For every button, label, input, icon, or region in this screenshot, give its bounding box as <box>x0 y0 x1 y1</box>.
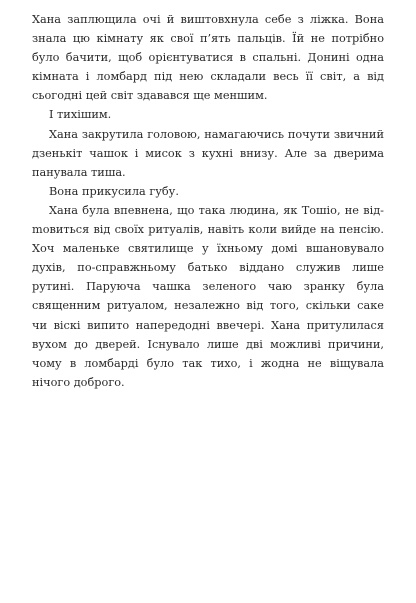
paragraph: Хана закрутила головою, намагаючись почути звичний дзенькіт чашок і мисок з кухні внизу. Але за дверима панувала тиша. <box>32 127 384 179</box>
book-page <box>32 0 384 603</box>
paragraph: І тихішим. <box>49 108 112 122</box>
paragraph: Хана заплющила очі й виштовхнула себе з ліжка. Вона знала цю кімнату як свої п’ять пальців. Їй не потрібно було бачити, щоб орієнтуватися в спальні. Донині одна кімната і ломбард під нею складали весь її світ, а від сьогодні цей світ здавався ще меншим. <box>32 13 384 103</box>
paragraph: Вона прикусила губу. <box>49 184 179 198</box>
paragraph: Хана була впевнена, що така людина, як Тошіо, не відmовиться від своїх ритуалів, навіть коли вийде на пенсію. Хоч маленьке святилище у їхньому домі вшановувало духів, по-справжньому батько віддано служив лише рутині. Паруюча чашка зеленого чаю зранку була священним ритуалом, незалежно від того, скільки саке чи віскі випито напередодні ввечері. Хана притулилася вухом до дверей. Існувало лише дві можливі причини, чому в ломбарді було так тихо, і жодна не віщувала нічого доброго. <box>32 203 384 389</box>
